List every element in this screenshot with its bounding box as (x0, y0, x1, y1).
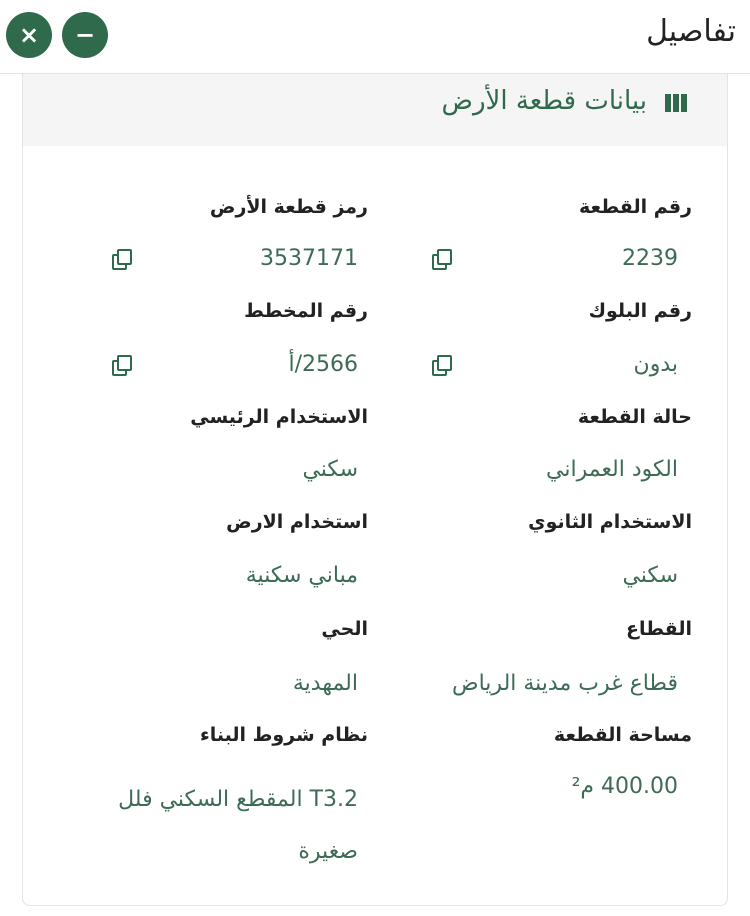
parcel-status-value: الكود العمراني (546, 457, 678, 482)
area-label: مساحة القطعة (553, 724, 692, 746)
main-use-label: الاستخدام الرئيسي (190, 406, 368, 428)
land-use-label: استخدام الارض (226, 511, 368, 533)
block-number-value: بدون (633, 352, 678, 377)
dialog-title: تفاصيل (646, 14, 736, 49)
card-header (23, 74, 727, 146)
parcel-number-value: 2239 (622, 246, 678, 271)
copy-icon[interactable] (430, 248, 450, 268)
copy-icon[interactable] (110, 354, 130, 374)
sector-value: قطاع غرب مدينة الرياض (452, 671, 678, 696)
building-system-label: نظام شروط البناء (200, 724, 368, 746)
plan-number-value: 2566/أ (288, 352, 358, 377)
sector-label: القطاع (626, 618, 692, 640)
copy-icon[interactable] (430, 354, 450, 374)
dialog-header (0, 0, 750, 74)
parcel-status-label: حالة القطعة (577, 406, 692, 428)
plan-number-label: رقم المخطط (244, 300, 368, 322)
block-number-label: رقم البلوك (588, 300, 692, 322)
parcel-number-label: رقم القطعة (579, 196, 692, 218)
parcel-code-label: رمز قطعة الأرض (209, 196, 368, 218)
district-label: الحي (321, 618, 368, 640)
map-icon (665, 94, 687, 112)
copy-icon[interactable] (110, 248, 130, 268)
secondary-use-label: الاستخدام الثانوي (528, 511, 692, 533)
land-use-value: مباني سكنية (245, 563, 358, 588)
section-title: بيانات قطعة الأرض (441, 86, 647, 116)
main-use-value: سكني (302, 457, 358, 482)
district-value: المهدية (292, 671, 358, 696)
close-button[interactable]: × (6, 12, 52, 58)
minimize-button[interactable]: − (62, 12, 108, 58)
area-value: 400.00 م² (571, 774, 678, 799)
building-system-value: T3.2 المقطع السكني فلل صغيرة (118, 787, 358, 864)
parcel-code-value: 3537171 (260, 246, 358, 271)
secondary-use-value: سكني (622, 563, 678, 588)
